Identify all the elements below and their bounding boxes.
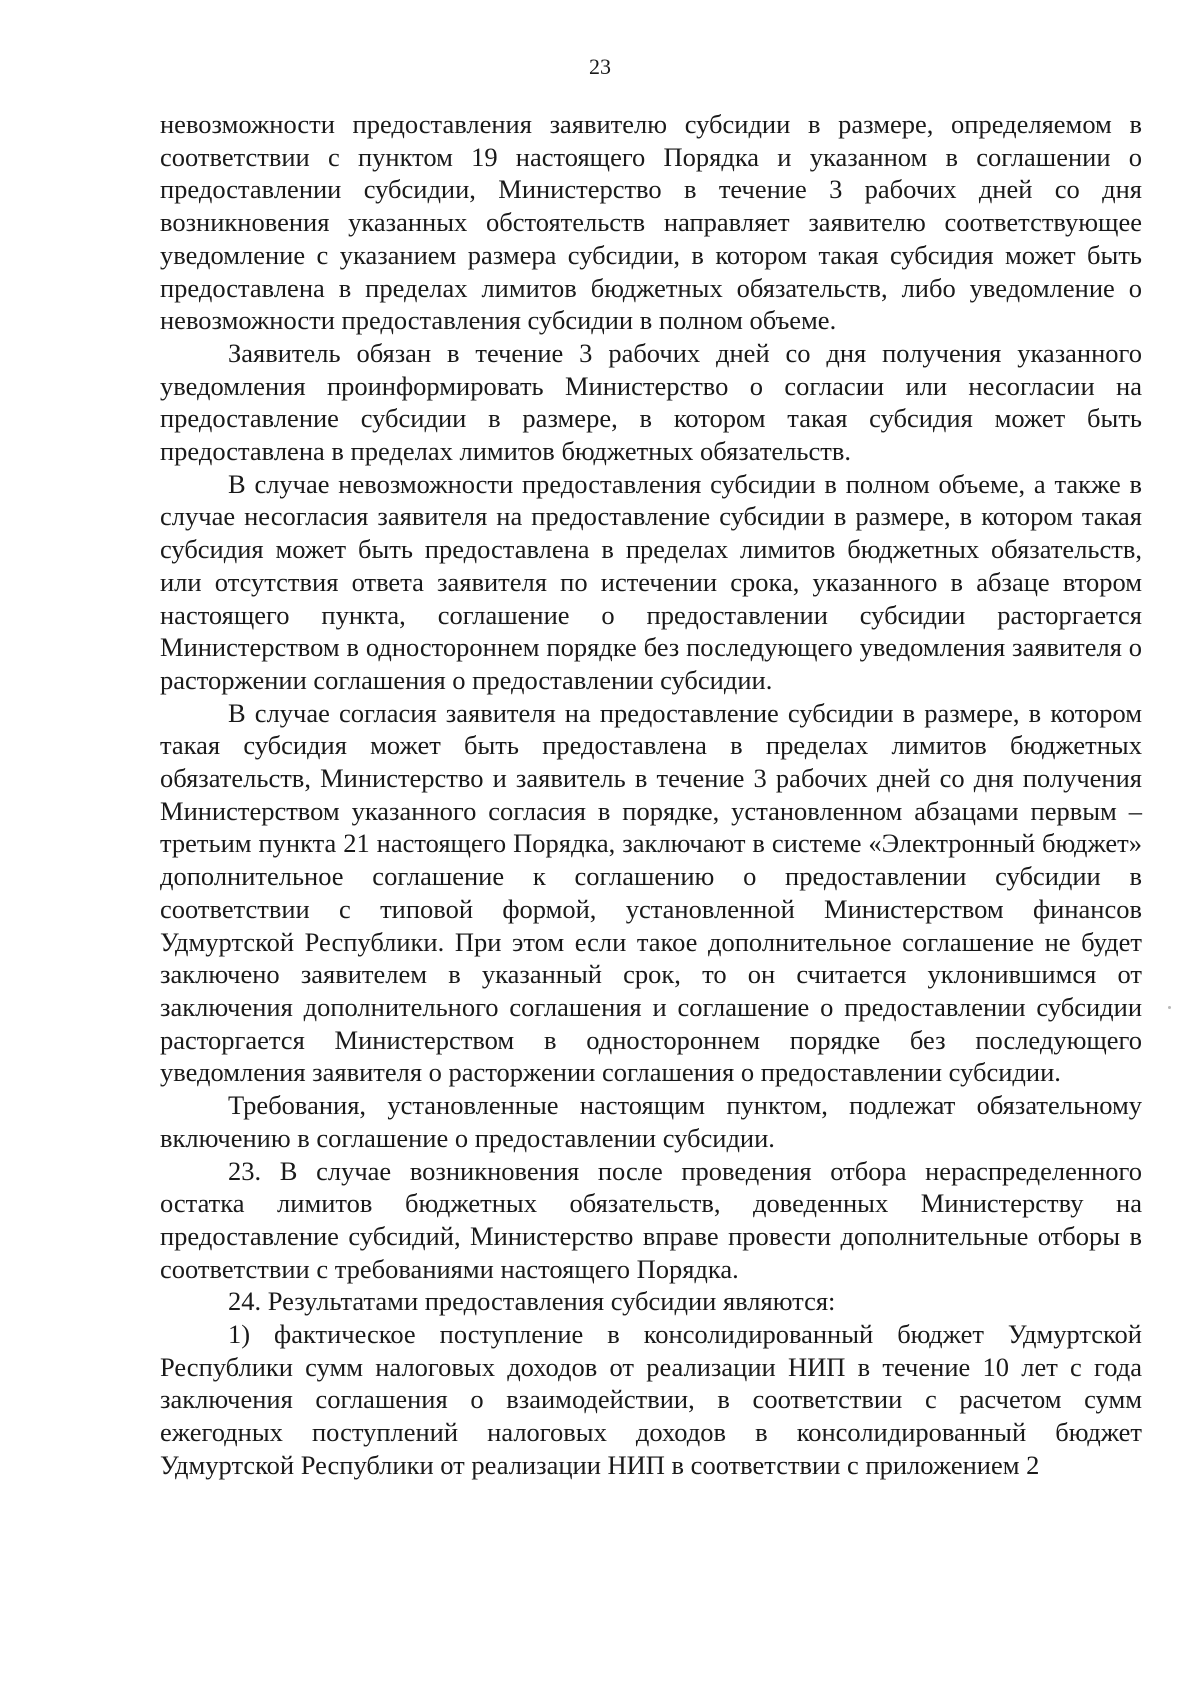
paragraph-8-item-1: 1) фактическое поступление в консолидированный бюджет Удмуртской Республики сумм налоговых доходов от реализации НИП в течение 10 лет с года заключения соглашения о взаимодействии, в соответствии с расчетом сумм ежегодных поступлений налоговых доходов в консолидированный бюджет Удмуртской Республики от реализации НИП в соответствии с приложением 2	[160, 1319, 1142, 1480]
scan-speck	[1168, 1006, 1171, 1009]
paragraph-2: Заявитель обязан в течение 3 рабочих дней со дня получения указанного уведомления проинформировать Министерство о согласии или несогласии на предоставление субсидии в размере, в котором такая субсидия может быть предоставлена в пределах лимитов бюджетных обязательств.	[160, 337, 1142, 467]
paragraph-4: В случае согласия заявителя на предоставление субсидии в размере, в котором такая субсидия может быть предоставлена в пределах лимитов бюджетных обязательств, Министерство и заявитель в течение 3 рабочих дней со дня получения Министерством указанного согласия в порядке, установленном абзацами первым – третьим пункта 21 настоящего Порядка, заключают в системе «Электронный бюджет» дополнительное соглашение к соглашению о предоставлении субсидии в соответствии с типовой формой, установленной Министерством финансов Удмуртской Республики. При этом если такое дополнительное соглашение не будет заключено заявителем в указанный срок, то он считается уклонившимся от заключения дополнительного соглашения и соглашение о предоставлении субсидии расторгается Министерством в одностороннем порядке без последующего уведомления заявителя о расторжении соглашения о предоставлении субсидии.	[160, 697, 1142, 1088]
paragraph-1: невозможности предоставления заявителю субсидии в размере, определяемом в соответствии с пунктом 19 настоящего Порядка и указанном в соглашении о предоставлении субсидии, Министерство в течение 3 рабочих дней со дня возникновения указанных обстоятельств направляет заявителю соответствующее уведомление с указанием размера субсидии, в котором такая субсидия может быть предоставлена в пределах лимитов бюджетных обязательств, либо уведомление о невозможности предоставления субсидии в полном объеме.	[160, 109, 1142, 336]
paragraph-5: Требования, установленные настоящим пунктом, подлежат обязательному включению в соглашение о предоставлении субсидии.	[160, 1090, 1142, 1153]
page-number: 23	[589, 54, 611, 79]
paragraph-7-clause-24: 24. Результатами предоставления субсидии являются:	[228, 1286, 836, 1317]
paragraph-6-clause-23: 23. В случае возникновения после проведения отбора нераспределенного остатка лимитов бюджетных обязательств, доведенных Министерству на предоставление субсидий, Министерство вправе провести дополнительные отборы в соответствии с требованиями настоящего Порядка.	[160, 1155, 1142, 1284]
paragraph-3: В случае невозможности предоставления субсидии в полном объеме, а также в случае несогласия заявителя на предоставление субсидии в размере, в котором такая субсидия может быть предоставлена в пределах лимитов бюджетных обязательств, или отсутствия ответа заявителя по истечении срока, указанного в абзаце втором настоящего пункта, соглашение о предоставлении субсидии расторгается Министерством в одностороннем порядке без последующего уведомления заявителя о расторжении соглашения о предоставлении субсидии.	[160, 468, 1142, 695]
document-body	[160, 108, 1142, 1482]
